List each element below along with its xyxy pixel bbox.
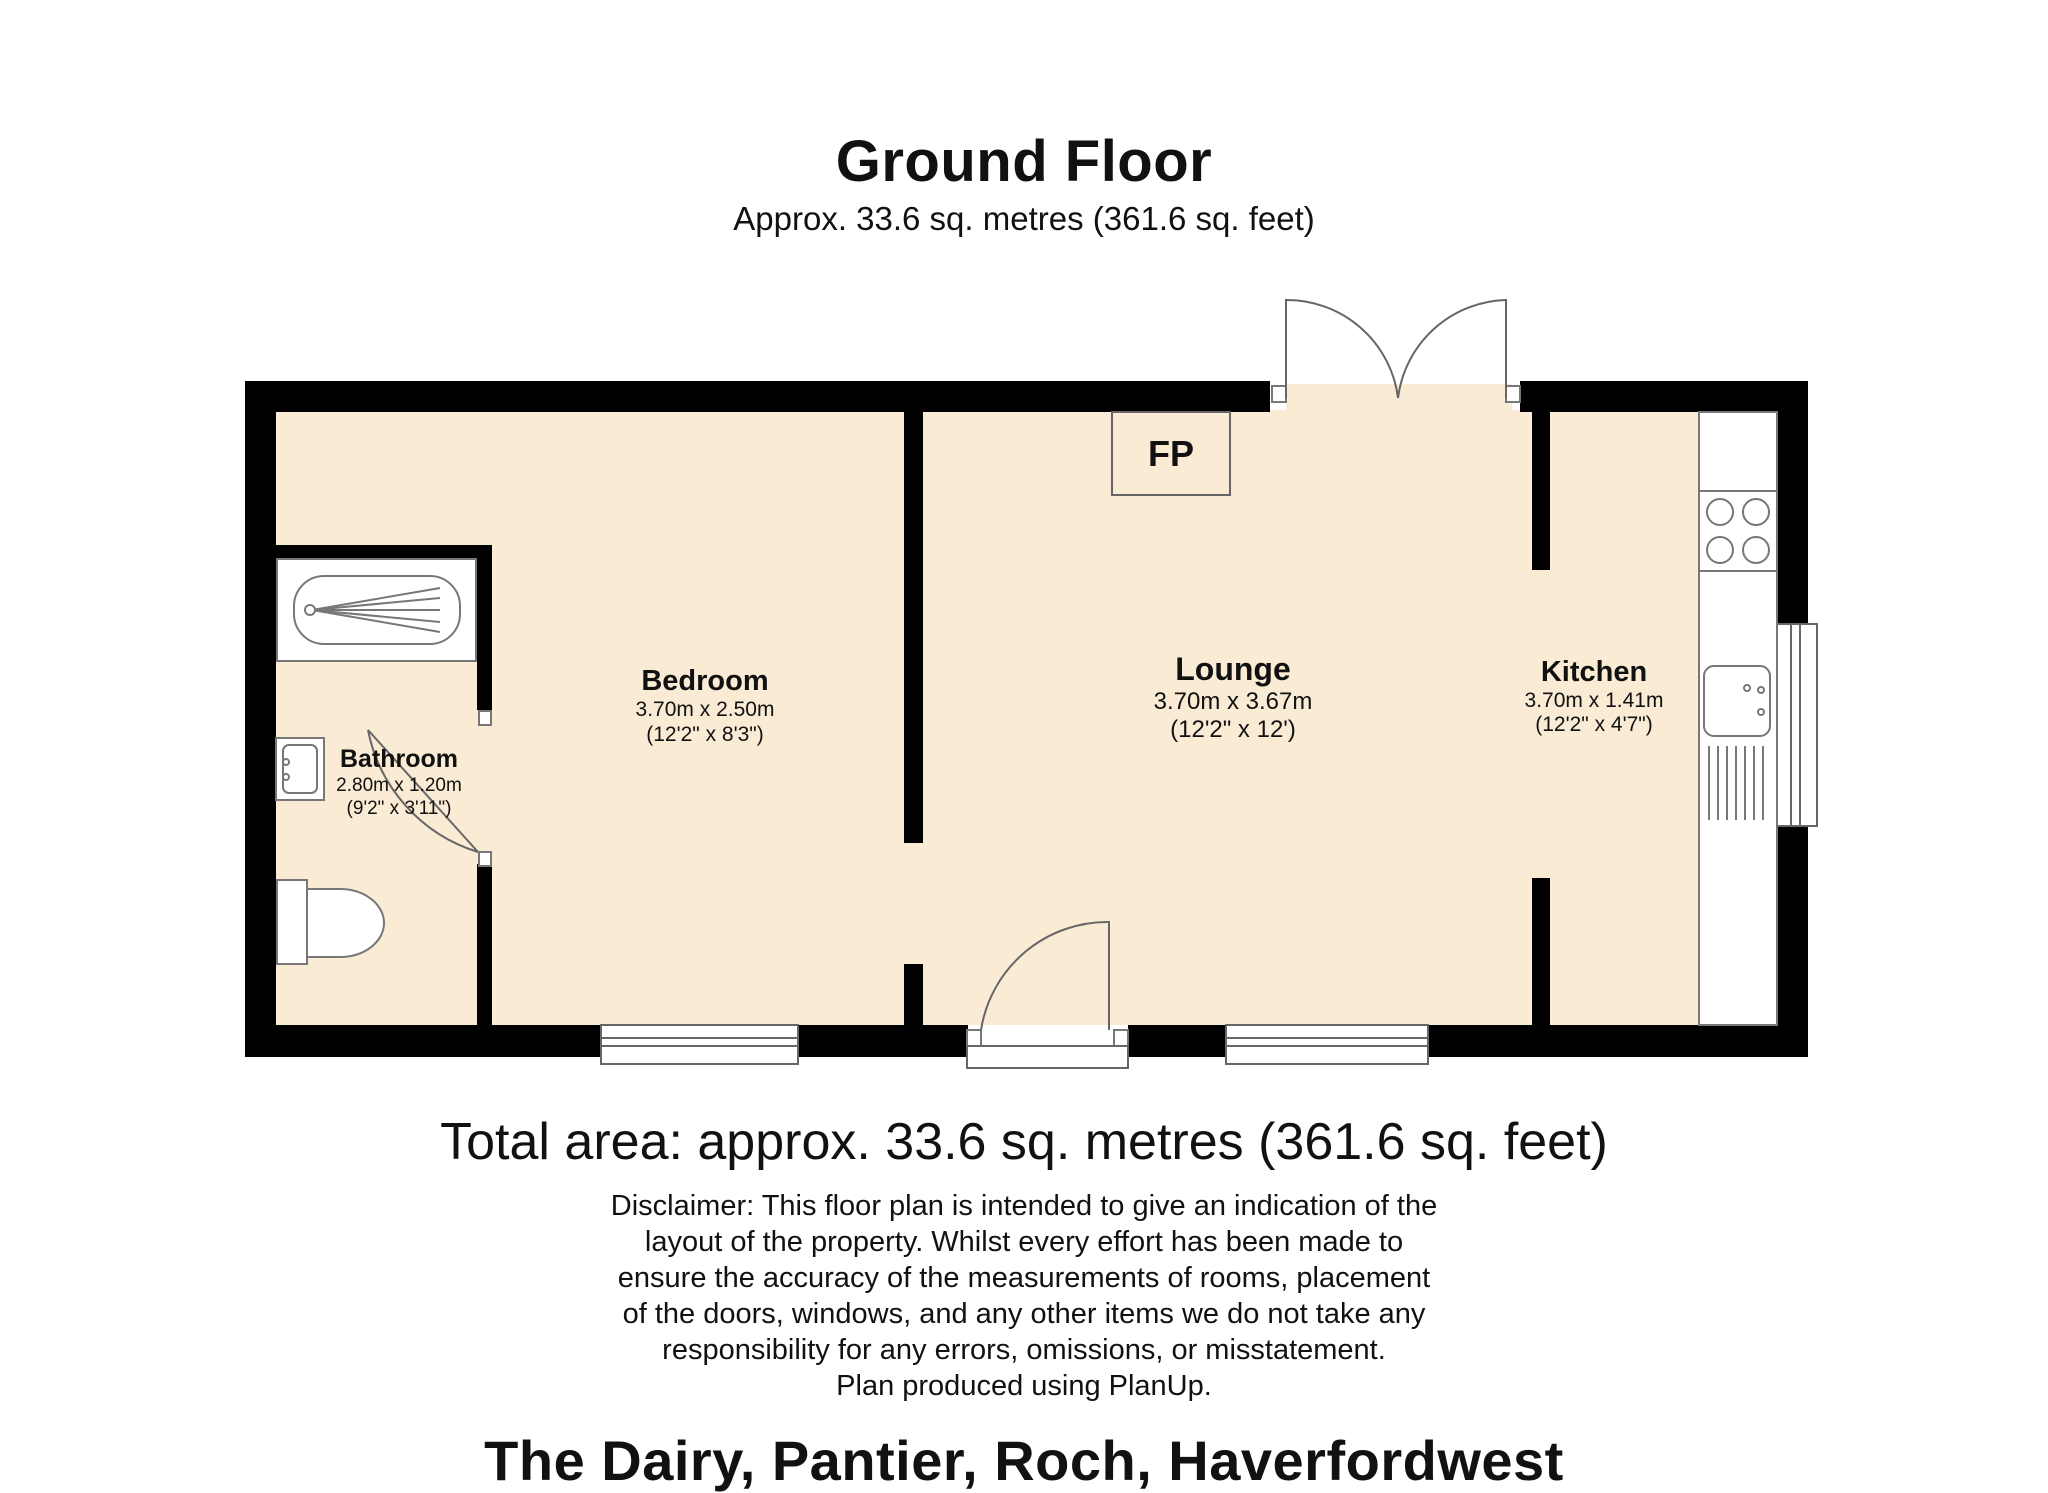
lounge-window: [1226, 1025, 1428, 1064]
front-door-jamb-right: [1114, 1030, 1128, 1046]
bottom-wall-1: [245, 1025, 601, 1057]
bathroom-right-wall-upper: [477, 545, 492, 710]
bedroom-window: [601, 1025, 798, 1064]
total-area: Total area: approx. 33.6 sq. metres (361.6 sq. feet): [440, 1113, 1608, 1171]
top-wall-right: [1520, 381, 1808, 412]
kitchen-divider-upper: [1532, 412, 1550, 570]
bathroom-name: Bathroom: [339, 745, 459, 773]
front-door-threshold: [967, 1046, 1128, 1068]
disclaimer-line: Disclaimer: This floor plan is intended to give an indication of the: [610, 1190, 1438, 1222]
kitchen-dimensions-imperial: (12'2" x 4'7"): [1535, 713, 1653, 736]
lounge-name: Lounge: [1175, 651, 1291, 687]
bedroom-lounge-wall-lower: [904, 964, 923, 1026]
fireplace-label: FP: [1147, 433, 1195, 474]
disclaimer-line: Plan produced using PlanUp.: [836, 1370, 1212, 1402]
floor-title: Ground Floor: [835, 129, 1213, 194]
top-wall-left: [245, 381, 1270, 412]
patio-door-left-leaf: [1286, 300, 1398, 398]
front-door-jamb-left: [967, 1030, 981, 1046]
bathroom-top-wall: [276, 545, 492, 559]
bathroom-basin: [276, 738, 324, 800]
lounge-dimensions-imperial: (12'2" x 12'): [1170, 716, 1296, 743]
kitchen-fixtures: [1699, 412, 1777, 1025]
disclaimer-line: of the doors, windows, and any other items we do not take any: [622, 1298, 1426, 1330]
left-wall: [245, 381, 276, 1057]
floor-area-subtitle: Approx. 33.6 sq. metres (361.6 sq. feet): [733, 200, 1315, 237]
kitchen-dimensions-metric: 3.70m x 1.41m: [1524, 689, 1664, 712]
kitchen-name: Kitchen: [1540, 656, 1648, 688]
bathroom-door-jamb-top: [479, 711, 491, 725]
patio-door-jamb-right: [1506, 386, 1520, 402]
right-wall-lower: [1777, 826, 1808, 1057]
patio-door-jamb-left: [1272, 386, 1286, 402]
kitchen-window: [1777, 624, 1817, 826]
bathroom-right-wall-lower: [477, 864, 492, 1026]
kitchen-divider-lower: [1532, 878, 1550, 1026]
kitchen-sink: [1704, 666, 1770, 736]
property-address: The Dairy, Pantier, Roch, Haverfordwest: [484, 1429, 1564, 1492]
bathroom-door-jamb-bottom: [479, 852, 491, 866]
bedroom-dimensions-metric: 3.70m x 2.50m: [635, 698, 775, 721]
disclaimer: [524, 1188, 1524, 1404]
bottom-wall-3: [1128, 1025, 1226, 1057]
sink-drainer: [1709, 746, 1763, 820]
bedroom-dimensions-imperial: (12'2" x 8'3"): [646, 723, 764, 746]
lounge-dimensions-metric: 3.70m x 3.67m: [1153, 688, 1313, 715]
right-wall-upper: [1777, 381, 1808, 624]
disclaimer-line: layout of the property. Whilst every effort has been made to: [644, 1226, 1404, 1258]
hob: [1699, 491, 1777, 571]
disclaimer-line: ensure the accuracy of the measurements of rooms, placement: [617, 1262, 1431, 1294]
patio-door-right-leaf: [1398, 300, 1506, 398]
bathroom-dimensions-imperial: (9'2" x 3'11"): [346, 798, 452, 819]
bottom-wall-2: [798, 1025, 968, 1057]
disclaimer-line: responsibility for any errors, omissions, or misstatement.: [662, 1334, 1386, 1366]
bedroom-lounge-wall-upper: [904, 412, 923, 843]
bathtub: [277, 559, 476, 661]
bathroom-dimensions-metric: 2.80m x 1.20m: [336, 775, 462, 796]
bottom-wall-4: [1428, 1025, 1808, 1057]
bedroom-name: Bedroom: [641, 665, 769, 697]
